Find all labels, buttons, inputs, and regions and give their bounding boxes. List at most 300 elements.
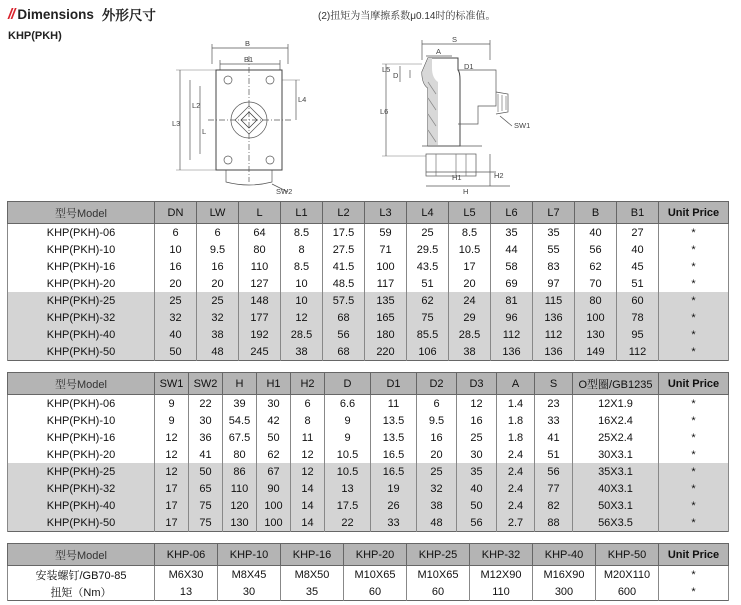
value-cell: 9 [155, 395, 189, 413]
label-l5: L5 [382, 65, 391, 74]
value-cell: 8 [291, 412, 325, 429]
value-cell: 115 [533, 292, 575, 309]
value-cell: 40X3.1 [573, 480, 659, 497]
value-cell: 29.5 [407, 241, 449, 258]
value-cell: 26 [371, 497, 417, 514]
table-row [8, 224, 729, 242]
value-cell: 42 [257, 412, 291, 429]
value-cell: 59 [365, 224, 407, 242]
value-cell: 25 [197, 292, 239, 309]
value-cell: 25 [417, 463, 457, 480]
column-header: KHP-20 [344, 544, 407, 566]
column-header: DN [155, 202, 197, 224]
value-cell: 20 [449, 275, 491, 292]
table-row [8, 446, 729, 463]
value-cell: 40 [155, 326, 197, 343]
table-row [8, 395, 729, 413]
value-cell: 10 [155, 241, 197, 258]
column-header: A [497, 373, 535, 395]
table-row [8, 275, 729, 292]
value-cell: 35 [281, 583, 344, 601]
value-cell: * [659, 258, 729, 275]
table-row [8, 583, 729, 601]
column-header: L5 [449, 202, 491, 224]
value-cell: 40 [617, 241, 659, 258]
value-cell: 300 [533, 583, 596, 601]
value-cell: 12 [291, 463, 325, 480]
table-row [8, 412, 729, 429]
column-header: S [535, 373, 573, 395]
column-header: L1 [281, 202, 323, 224]
value-cell: 16.5 [371, 463, 417, 480]
value-cell: 20 [155, 275, 197, 292]
label-l: L [202, 127, 207, 136]
value-cell: 83 [533, 258, 575, 275]
value-cell: * [659, 412, 729, 429]
value-cell: 48 [417, 514, 457, 532]
value-cell: 30 [218, 583, 281, 601]
dimensions-table-2 [7, 372, 729, 532]
value-cell: 50X3.1 [573, 497, 659, 514]
value-cell: 56 [535, 463, 573, 480]
column-header: SW1 [155, 373, 189, 395]
column-header: H2 [291, 373, 325, 395]
value-cell: 62 [575, 258, 617, 275]
value-cell: 80 [575, 292, 617, 309]
value-cell: 17.5 [323, 224, 365, 242]
column-header: 型号Model [8, 202, 155, 224]
value-cell: 33 [371, 514, 417, 532]
table-header-row [8, 544, 729, 566]
column-header: Unit Price [659, 373, 729, 395]
value-cell: 78 [617, 309, 659, 326]
value-cell: 51 [617, 275, 659, 292]
value-cell: 32 [155, 309, 197, 326]
value-cell: 48.5 [323, 275, 365, 292]
column-header: 型号Model [8, 544, 155, 566]
column-header: KHP-06 [155, 544, 218, 566]
table-row [8, 241, 729, 258]
value-cell: 80 [239, 241, 281, 258]
value-cell: M12X90 [470, 566, 533, 584]
value-cell: 13.5 [371, 429, 417, 446]
value-cell: 50 [257, 429, 291, 446]
model-cell: KHP(PKH)-25 [8, 463, 155, 480]
value-cell: 60 [617, 292, 659, 309]
value-cell: M10X65 [344, 566, 407, 584]
value-cell: 165 [365, 309, 407, 326]
value-cell: 112 [533, 326, 575, 343]
value-cell: 22 [325, 514, 371, 532]
value-cell: 48 [197, 343, 239, 361]
value-cell: 110 [223, 480, 257, 497]
value-cell: 70 [575, 275, 617, 292]
value-cell: 56X3.5 [573, 514, 659, 532]
value-cell: 6 [417, 395, 457, 413]
value-cell: 25 [407, 224, 449, 242]
value-cell: 33 [535, 412, 573, 429]
model-cell: KHP(PKH)-06 [8, 224, 155, 242]
value-cell: 75 [407, 309, 449, 326]
value-cell: 9 [325, 412, 371, 429]
value-cell: 112 [491, 326, 533, 343]
value-cell: 148 [239, 292, 281, 309]
value-cell: 1.8 [497, 412, 535, 429]
model-cell: KHP(PKH)-20 [8, 275, 155, 292]
value-cell: 43.5 [407, 258, 449, 275]
value-cell: 2.4 [497, 463, 535, 480]
value-cell: 2.4 [497, 446, 535, 463]
column-header: H [223, 373, 257, 395]
column-header: H1 [257, 373, 291, 395]
value-cell: M6X30 [155, 566, 218, 584]
value-cell: 14 [291, 480, 325, 497]
value-cell: 192 [239, 326, 281, 343]
column-header: SW2 [189, 373, 223, 395]
value-cell: 65 [189, 480, 223, 497]
column-header: Unit Price [659, 544, 729, 566]
value-cell: 100 [575, 309, 617, 326]
value-cell: * [659, 497, 729, 514]
value-cell: 40 [457, 480, 497, 497]
value-cell: 50 [155, 343, 197, 361]
model-cell: KHP(PKH)-20 [8, 446, 155, 463]
value-cell: 68 [323, 343, 365, 361]
label-l4: L4 [298, 95, 307, 104]
value-cell: 80 [223, 446, 257, 463]
value-cell: 11 [291, 429, 325, 446]
value-cell: 14 [291, 497, 325, 514]
column-header: 型号Model [8, 373, 155, 395]
value-cell: * [659, 224, 729, 242]
value-cell: 25 [155, 292, 197, 309]
column-header: D3 [457, 373, 497, 395]
table-row [8, 463, 729, 480]
value-cell: 95 [617, 326, 659, 343]
value-cell: 82 [535, 497, 573, 514]
section-title: Dimensions [17, 6, 94, 22]
table-row [8, 514, 729, 532]
value-cell: 38 [281, 343, 323, 361]
column-header: KHP-25 [407, 544, 470, 566]
value-cell: 9 [325, 429, 371, 446]
label-b1: B1 [244, 55, 254, 64]
dimensions-table-1 [7, 201, 729, 361]
table-body [8, 566, 729, 601]
value-cell: 600 [596, 583, 659, 601]
header-slashes: // [8, 5, 15, 23]
value-cell: 28.5 [449, 326, 491, 343]
value-cell: 55 [533, 241, 575, 258]
value-cell: M10X65 [407, 566, 470, 584]
value-cell: 38 [197, 326, 239, 343]
side-view [382, 40, 512, 186]
label-l2: L2 [192, 101, 201, 110]
value-cell: 8.5 [449, 224, 491, 242]
value-cell: 35 [533, 224, 575, 242]
value-cell: 8.5 [281, 224, 323, 242]
model-cell: 安装螺钉/GB70-85 [8, 566, 155, 584]
value-cell: 6 [155, 224, 197, 242]
value-cell: * [659, 241, 729, 258]
value-cell: 12 [155, 446, 189, 463]
value-cell: 38 [417, 497, 457, 514]
value-cell: 69 [491, 275, 533, 292]
value-cell: 40 [575, 224, 617, 242]
value-cell: 35 [457, 463, 497, 480]
label-sw2: SW2 [276, 187, 293, 196]
model-cell: KHP(PKH)-16 [8, 258, 155, 275]
value-cell: 17 [155, 480, 189, 497]
value-cell: 27 [617, 224, 659, 242]
value-cell: 10.5 [325, 446, 371, 463]
model-cell: KHP(PKH)-16 [8, 429, 155, 446]
value-cell: 97 [533, 275, 575, 292]
table-header-row [8, 373, 729, 395]
model-cell: KHP(PKH)-50 [8, 343, 155, 361]
label-d1: D1 [464, 62, 474, 71]
value-cell: 64 [239, 224, 281, 242]
table-row [8, 326, 729, 343]
value-cell: 29 [449, 309, 491, 326]
value-cell: 17 [155, 497, 189, 514]
table-row [8, 497, 729, 514]
value-cell: 9.5 [417, 412, 457, 429]
value-cell: 86 [223, 463, 257, 480]
label-s: S [452, 36, 458, 44]
value-cell: 77 [535, 480, 573, 497]
value-cell: 10 [281, 275, 323, 292]
value-cell: M8X50 [281, 566, 344, 584]
table-row [8, 309, 729, 326]
front-view-labels [172, 39, 306, 196]
column-header: LW [197, 202, 239, 224]
value-cell: 75 [189, 497, 223, 514]
value-cell: 136 [533, 309, 575, 326]
value-cell: 12 [281, 309, 323, 326]
table-row [8, 343, 729, 361]
value-cell: 38 [449, 343, 491, 361]
value-cell: 110 [470, 583, 533, 601]
value-cell: 180 [365, 326, 407, 343]
value-cell: 51 [535, 446, 573, 463]
value-cell: 41 [535, 429, 573, 446]
value-cell: 245 [239, 343, 281, 361]
value-cell: 56 [457, 514, 497, 532]
column-header: D [325, 373, 371, 395]
label-l6: L6 [380, 107, 389, 116]
column-header: L2 [323, 202, 365, 224]
value-cell: 9 [155, 412, 189, 429]
table-row [8, 258, 729, 275]
column-header: KHP-40 [533, 544, 596, 566]
model-cell: KHP(PKH)-32 [8, 309, 155, 326]
section-title-cn: 外形尺寸 [101, 8, 156, 23]
value-cell: * [659, 395, 729, 413]
model-cell: KHP(PKH)-06 [8, 395, 155, 413]
value-cell: 17 [449, 258, 491, 275]
column-header: L7 [533, 202, 575, 224]
value-cell: M8X45 [218, 566, 281, 584]
model-cell: KHP(PKH)-40 [8, 326, 155, 343]
value-cell: 13 [155, 583, 218, 601]
column-header: B [575, 202, 617, 224]
section-header [8, 4, 156, 24]
torque-note: (2)扭矩为当摩擦系数μ0.14时的标准值。 [318, 11, 496, 22]
column-header: KHP-10 [218, 544, 281, 566]
value-cell: 25X2.4 [573, 429, 659, 446]
value-cell: 30 [457, 446, 497, 463]
value-cell: 2.4 [497, 497, 535, 514]
value-cell: 2.4 [497, 480, 535, 497]
value-cell: * [659, 446, 729, 463]
value-cell: * [659, 275, 729, 292]
value-cell: 14 [291, 514, 325, 532]
column-header: KHP-16 [281, 544, 344, 566]
value-cell: * [659, 463, 729, 480]
value-cell: 60 [344, 583, 407, 601]
value-cell: 30 [257, 395, 291, 413]
value-cell: 117 [365, 275, 407, 292]
value-cell: 22 [189, 395, 223, 413]
value-cell: 39 [223, 395, 257, 413]
value-cell: * [659, 429, 729, 446]
label-h1: H1 [452, 173, 462, 182]
value-cell: 67 [257, 463, 291, 480]
column-header: O型圈/GB1235 [573, 373, 659, 395]
value-cell: 13 [325, 480, 371, 497]
value-cell: * [659, 514, 729, 532]
value-cell: 96 [491, 309, 533, 326]
value-cell: 177 [239, 309, 281, 326]
model-cell: KHP(PKH)-50 [8, 514, 155, 532]
value-cell: 220 [365, 343, 407, 361]
value-cell: 17 [155, 514, 189, 532]
value-cell: 12 [457, 395, 497, 413]
model-subtitle: KHP(PKH) [8, 30, 62, 42]
value-cell: 6 [197, 224, 239, 242]
value-cell: 9.5 [197, 241, 239, 258]
model-cell: KHP(PKH)-40 [8, 497, 155, 514]
column-header: D1 [371, 373, 417, 395]
value-cell: * [659, 480, 729, 497]
model-cell: KHP(PKH)-10 [8, 241, 155, 258]
value-cell: 67.5 [223, 429, 257, 446]
value-cell: 32 [197, 309, 239, 326]
value-cell: 12 [291, 446, 325, 463]
table-header-row [8, 202, 729, 224]
column-header: L3 [365, 202, 407, 224]
value-cell: 120 [223, 497, 257, 514]
value-cell: 112 [617, 343, 659, 361]
table-row [8, 480, 729, 497]
value-cell: 51 [407, 275, 449, 292]
technical-drawing [160, 36, 540, 196]
column-header: L4 [407, 202, 449, 224]
value-cell: 135 [365, 292, 407, 309]
model-cell: 扭矩（Nm） [8, 583, 155, 601]
value-cell: 62 [407, 292, 449, 309]
table-body [8, 224, 729, 361]
value-cell: 35X3.1 [573, 463, 659, 480]
value-cell: 149 [575, 343, 617, 361]
value-cell: 16.5 [371, 446, 417, 463]
value-cell: 71 [365, 241, 407, 258]
value-cell: 19 [371, 480, 417, 497]
value-cell: 110 [239, 258, 281, 275]
label-h: H [463, 187, 469, 196]
label-h2: H2 [494, 171, 504, 180]
value-cell: 16X2.4 [573, 412, 659, 429]
value-cell: 88 [535, 514, 573, 532]
value-cell: 12X1.9 [573, 395, 659, 413]
model-cell: KHP(PKH)-25 [8, 292, 155, 309]
label-b: B [245, 39, 251, 48]
value-cell: 13.5 [371, 412, 417, 429]
value-cell: 100 [257, 514, 291, 532]
model-cell: KHP(PKH)-32 [8, 480, 155, 497]
value-cell: 12 [155, 429, 189, 446]
value-cell: 8 [281, 241, 323, 258]
value-cell: 44 [491, 241, 533, 258]
model-cell: KHP(PKH)-10 [8, 412, 155, 429]
value-cell: 20 [417, 446, 457, 463]
value-cell: 12 [155, 463, 189, 480]
value-cell: 35 [491, 224, 533, 242]
table-body [8, 395, 729, 532]
value-cell: 27.5 [323, 241, 365, 258]
value-cell: 2.7 [497, 514, 535, 532]
value-cell: 68 [323, 309, 365, 326]
value-cell: 45 [617, 258, 659, 275]
value-cell: 6.6 [325, 395, 371, 413]
column-header: L6 [491, 202, 533, 224]
value-cell: * [659, 566, 729, 584]
value-cell: 28.5 [281, 326, 323, 343]
value-cell: 62 [257, 446, 291, 463]
value-cell: 1.4 [497, 395, 535, 413]
value-cell: 16 [417, 429, 457, 446]
value-cell: 41.5 [323, 258, 365, 275]
value-cell: 58 [491, 258, 533, 275]
table-row [8, 566, 729, 584]
value-cell: 17.5 [325, 497, 371, 514]
value-cell: 25 [457, 429, 497, 446]
value-cell: 30 [189, 412, 223, 429]
value-cell: M20X110 [596, 566, 659, 584]
value-cell: 32 [417, 480, 457, 497]
value-cell: 136 [533, 343, 575, 361]
front-view [176, 44, 300, 192]
table-row [8, 429, 729, 446]
value-cell: 11 [371, 395, 417, 413]
value-cell: 136 [491, 343, 533, 361]
value-cell: 60 [407, 583, 470, 601]
column-header: Unit Price [659, 202, 729, 224]
value-cell: M16X90 [533, 566, 596, 584]
value-cell: * [659, 583, 729, 601]
value-cell: 50 [189, 463, 223, 480]
value-cell: 100 [365, 258, 407, 275]
value-cell: 10.5 [449, 241, 491, 258]
column-header: L [239, 202, 281, 224]
column-header: KHP-32 [470, 544, 533, 566]
label-l3: L3 [172, 119, 181, 128]
value-cell: * [659, 292, 729, 309]
value-cell: * [659, 343, 729, 361]
value-cell: 6 [291, 395, 325, 413]
value-cell: 1.8 [497, 429, 535, 446]
